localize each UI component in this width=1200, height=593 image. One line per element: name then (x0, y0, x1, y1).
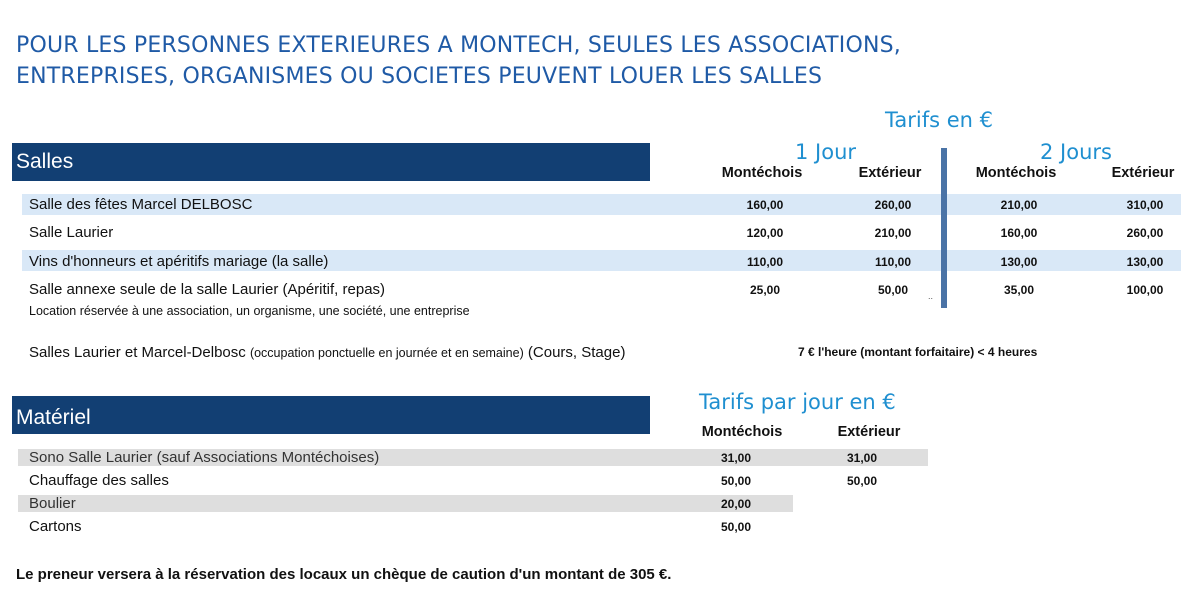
col-exterieur-2j: Extérieur (1111, 165, 1175, 181)
price-cell: 50,00 (846, 474, 878, 488)
salles-section-title: Salles (16, 150, 74, 173)
col-exterieur-materiel: Extérieur (837, 424, 901, 440)
materiel-row-label: Boulier (29, 495, 76, 512)
deposit-note: Le preneur versera à la réservation des locaux un chèque de caution d'un montant de 305 €. (16, 566, 672, 583)
row-highlight (18, 495, 793, 512)
price-cell: 35,00 (1003, 283, 1035, 297)
price-cell: 310,00 (1126, 198, 1164, 212)
materiel-row-label: Sono Salle Laurier (sauf Associations Montéchoises) (29, 449, 380, 466)
price-cell: 25,00 (749, 283, 781, 297)
salles-extra-main: Salles Laurier et Marcel-Delbosc (29, 344, 246, 361)
salles-extra-small: (occupation ponctuelle en journée et en semaine) (249, 346, 524, 360)
salle-row-label: Salle annexe seule de la salle Laurier (Apéritif, repas) (29, 281, 386, 298)
price-cell: 110,00 (746, 255, 784, 269)
materiel-row-label: Chauffage des salles (29, 472, 169, 489)
price-cell: 210,00 (874, 226, 912, 240)
col-montechois-2j: Montéchois (975, 165, 1057, 181)
materiel-row-label: Cartons (29, 518, 82, 535)
price-cell: 260,00 (874, 198, 912, 212)
price-cell: 160,00 (746, 198, 784, 212)
salles-extra-end: (Cours, Stage) (527, 344, 626, 361)
col-montechois-materiel: Montéchois (701, 424, 783, 440)
price-cell: 130,00 (1126, 255, 1164, 269)
salles-note: Location réservée à une association, un organisme, une société, une entreprise (29, 304, 470, 318)
salle-row-label: Salle des fêtes Marcel DELBOSC (29, 196, 253, 213)
price-cell: 130,00 (1000, 255, 1038, 269)
dots-mark: .. (928, 291, 934, 301)
col-exterieur-1j: Extérieur (858, 165, 922, 181)
price-cell: 50,00 (720, 474, 752, 488)
price-cell: 160,00 (1000, 226, 1038, 240)
price-cell: 20,00 (720, 497, 752, 511)
materiel-section-title: Matériel (16, 406, 91, 429)
col-montechois-1j: Montéchois (721, 165, 803, 181)
materiel-section-header (12, 396, 650, 434)
salles-tarifs-title: Tarifs en € (885, 108, 993, 132)
price-cell: 31,00 (846, 451, 878, 465)
page-headline (16, 30, 1016, 92)
price-cell: 120,00 (746, 226, 784, 240)
price-cell: 260,00 (1126, 226, 1164, 240)
salles-extra-label (29, 344, 625, 361)
period-divider (941, 148, 947, 308)
headline-line-2: ENTREPRISES, ORGANISMES OU SOCIETES PEUVENT LOUER LES SALLES (16, 64, 823, 89)
period-1-label: 1 Jour (795, 140, 857, 164)
headline-line-1: POUR LES PERSONNES EXTERIEURES A MONTECH, SEULES LES ASSOCIATIONS, (16, 33, 902, 58)
salle-row-label: Salle Laurier (29, 224, 114, 241)
price-cell: 50,00 (720, 520, 752, 534)
price-cell: 31,00 (720, 451, 752, 465)
price-cell: 210,00 (1000, 198, 1038, 212)
salle-row-label: Vins d'honneurs et apéritifs mariage (la salle) (29, 253, 329, 270)
price-cell: 100,00 (1126, 283, 1164, 297)
price-cell: 50,00 (877, 283, 909, 297)
salles-section-header (12, 143, 650, 181)
price-cell: 110,00 (874, 255, 912, 269)
salles-extra-price: 7 € l'heure (montant forfaitaire) < 4 heures (798, 345, 1038, 359)
materiel-tarifs-title: Tarifs par jour en € (699, 390, 896, 414)
period-2-label: 2 Jours (1040, 140, 1112, 164)
